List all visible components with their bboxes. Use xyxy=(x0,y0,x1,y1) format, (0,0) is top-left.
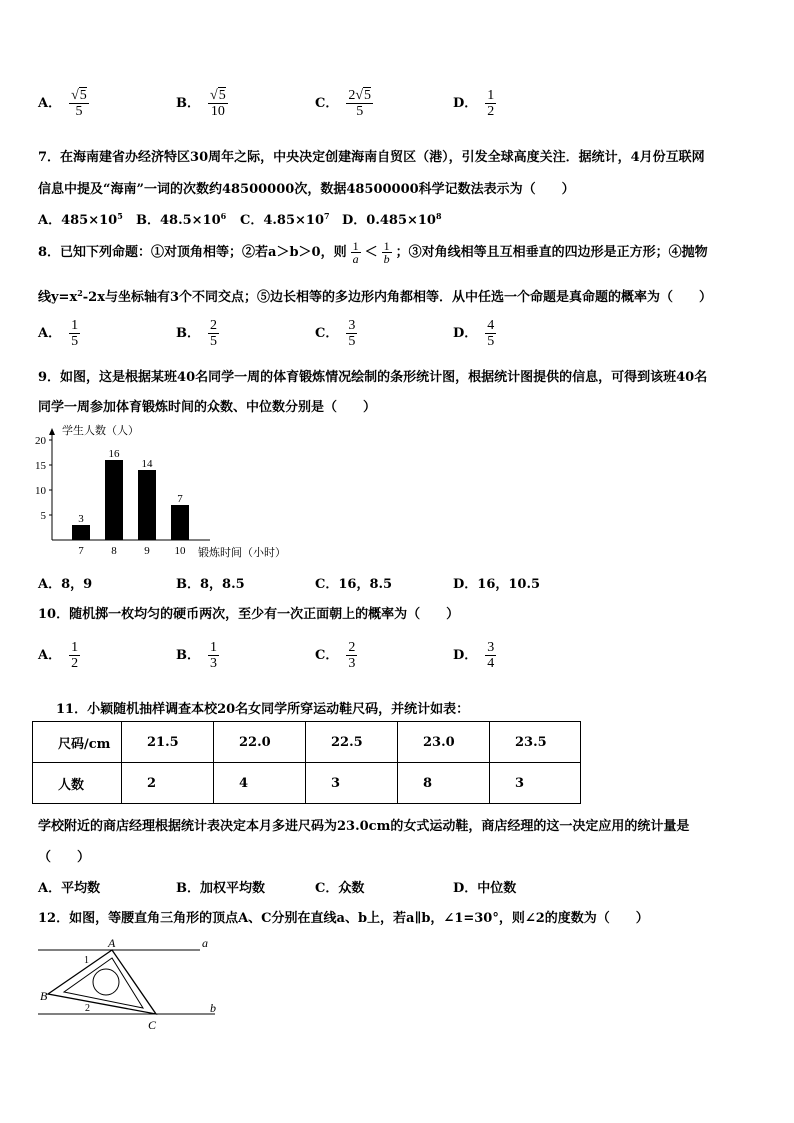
q11-option-a[interactable]: A．平均数 xyxy=(38,881,101,896)
table-cell: 尺码/cm xyxy=(33,722,122,763)
q10-option-b[interactable]: B． $\frac{1}{3}$ xyxy=(176,640,217,671)
triangle xyxy=(48,950,156,1014)
table-cell: 22.0 xyxy=(214,722,306,763)
table-cell: 2 xyxy=(122,763,214,804)
table-cell: 3 xyxy=(306,763,398,804)
bar-9 xyxy=(138,470,156,540)
svg-text:B: B xyxy=(40,989,48,1003)
y-axis-arrow xyxy=(49,428,55,435)
q8-line2: 线$y=x^2-2x$与坐标轴有3个不同交点；⑤边长相等的多边形内角都相等．从中任选一个命题是真命题的概率为（ ） xyxy=(38,288,713,305)
bar-7 xyxy=(72,525,90,540)
table-cell: 人数 xyxy=(33,763,122,804)
q11-line2: 学校附近的商店经理根据统计表决定本月多进尺码为23.0cm的女式运动鞋，商店经理的这一决定应用的统计量是 xyxy=(38,819,690,834)
data-label: 16 xyxy=(108,448,120,460)
option-label: A． xyxy=(38,96,62,111)
table-cell: 22.5 xyxy=(306,722,398,763)
q7-line2: 信息中提及“海南”一词的次数约48500000次，数据48500000科学记数法表示为（ ） xyxy=(38,182,575,197)
x-tick-label: 10 xyxy=(174,545,186,557)
fraction: $\frac{√5}{10}$ xyxy=(210,88,226,119)
q10-line1: 10．随机掷一枚均匀的硬币两次，至少有一次正面朝上的概率为（ ） xyxy=(38,607,460,622)
circle xyxy=(93,969,119,995)
y-tick-label: 15 xyxy=(35,460,46,472)
table-cell: 8 xyxy=(398,763,490,804)
q10-option-d[interactable]: D． $\frac{3}{4}$ xyxy=(453,640,495,671)
q8-option-c[interactable]: C． $\frac{3}{5}$ xyxy=(315,318,356,349)
shoe-size-table xyxy=(32,721,581,804)
q11-line3: （ ） xyxy=(38,850,91,865)
q9-option-a[interactable]: A．8，9 xyxy=(38,577,93,592)
q7-option-a[interactable]: A．$485\times 10^5$ xyxy=(38,211,123,228)
q7-line1: 7．在海南建省办经济特区30周年之际，中央决定创建海南自贸区（港），引发全球高度关注．据统计，4月份互联网 xyxy=(38,150,705,165)
q10-option-c[interactable]: C． $\frac{2}{3}$ xyxy=(315,640,356,671)
y-tick-label: 20 xyxy=(35,435,46,447)
q7-option-b[interactable]: B．$48.5\times 10^6$ xyxy=(136,211,227,228)
x-tick-label: 7 xyxy=(78,545,84,557)
svg-text:a: a xyxy=(202,936,208,950)
svg-text:1: 1 xyxy=(84,955,89,966)
y-tick-label: 10 xyxy=(35,485,46,497)
triangle-figure xyxy=(30,932,230,1032)
svg-text:b: b xyxy=(210,1001,216,1015)
table-cell: 23.5 xyxy=(490,722,581,763)
fraction: $\frac{2√5}{5}$ xyxy=(348,88,372,119)
data-label: 7 xyxy=(177,493,183,505)
q6-option-a[interactable] xyxy=(38,88,89,119)
q8-line1: 8．已知下列命题：①对顶角相等；②若a＞b＞0，则 $\frac{1}{a}$ ＜ $\frac{1}{b}$ ；③对角线相等且互相垂直的四边形是正方形；④抛物 xyxy=(38,239,708,266)
q8-option-b[interactable]: B． $\frac{2}{5}$ xyxy=(176,318,217,349)
q10-option-a[interactable]: A． $\frac{1}{2}$ xyxy=(38,640,79,671)
q11-option-c[interactable]: C．众数 xyxy=(315,881,365,896)
inner-triangle xyxy=(64,958,143,1008)
q6-option-c[interactable] xyxy=(315,88,373,119)
svg-text:2: 2 xyxy=(85,1003,90,1014)
q11-option-d[interactable]: D．中位数 xyxy=(453,881,517,896)
option-label: D． xyxy=(453,96,478,111)
q6-option-b[interactable] xyxy=(176,88,228,119)
q9-option-d[interactable]: D．16，10.5 xyxy=(453,577,541,592)
y-axis-label: 学生人数（人） xyxy=(62,425,139,437)
table-row xyxy=(33,722,581,763)
table-row xyxy=(33,763,581,804)
x-axis-label: 锻炼时间（小时） xyxy=(198,547,286,559)
table-cell: 4 xyxy=(214,763,306,804)
fraction: $\frac{√5}{5}$ xyxy=(71,88,87,119)
option-label: C． xyxy=(315,96,339,111)
q8-option-a[interactable]: A． $\frac{1}{5}$ xyxy=(38,318,79,349)
table-cell: 23.0 xyxy=(398,722,490,763)
q8-option-d[interactable]: D． $\frac{4}{5}$ xyxy=(453,318,495,349)
q9-option-b[interactable]: B．8，8.5 xyxy=(176,577,245,592)
q9-line1: 9．如图，这是根据某班40名同学一周的体育锻炼情况绘制的条形统计图，根据统计图提供的信息，可得到该班40名 xyxy=(38,370,708,385)
q11-option-b[interactable]: B．加权平均数 xyxy=(176,881,265,896)
q12-line1: 12．如图，等腰直角三角形的顶点A、C分别在直线a、b上，若a∥b，∠1=30°，则∠2的度数为（ ） xyxy=(38,911,649,926)
svg-text:C: C xyxy=(148,1018,157,1032)
y-tick-label: 5 xyxy=(40,510,46,522)
option-label: B． xyxy=(176,96,200,111)
data-label: 3 xyxy=(78,513,84,525)
table-cell: 21.5 xyxy=(122,722,214,763)
bar-8 xyxy=(105,460,123,540)
q7-option-d[interactable]: D．$0.485\times 10^8$ xyxy=(342,211,442,228)
data-label: 14 xyxy=(141,458,153,470)
q7-option-c[interactable]: C．$4.85\times 10^7$ xyxy=(240,211,330,228)
bar-chart xyxy=(30,420,320,565)
q6-option-d[interactable] xyxy=(453,88,496,119)
bar-10 xyxy=(171,505,189,540)
table-cell: 3 xyxy=(490,763,581,804)
q9-line2: 同学一周参加体育锻炼时间的众数、中位数分别是（ ） xyxy=(38,400,377,415)
x-tick-label: 9 xyxy=(144,545,150,557)
x-tick-label: 8 xyxy=(111,545,117,557)
q11-line1: 11．小颖随机抽样调查本校20名女同学所穿运动鞋尺码，并统计如表： xyxy=(56,702,470,717)
fraction: $\frac{1}{2}$ xyxy=(487,88,495,119)
svg-text:A: A xyxy=(108,936,116,950)
q9-option-c[interactable]: C．16，8.5 xyxy=(315,577,393,592)
